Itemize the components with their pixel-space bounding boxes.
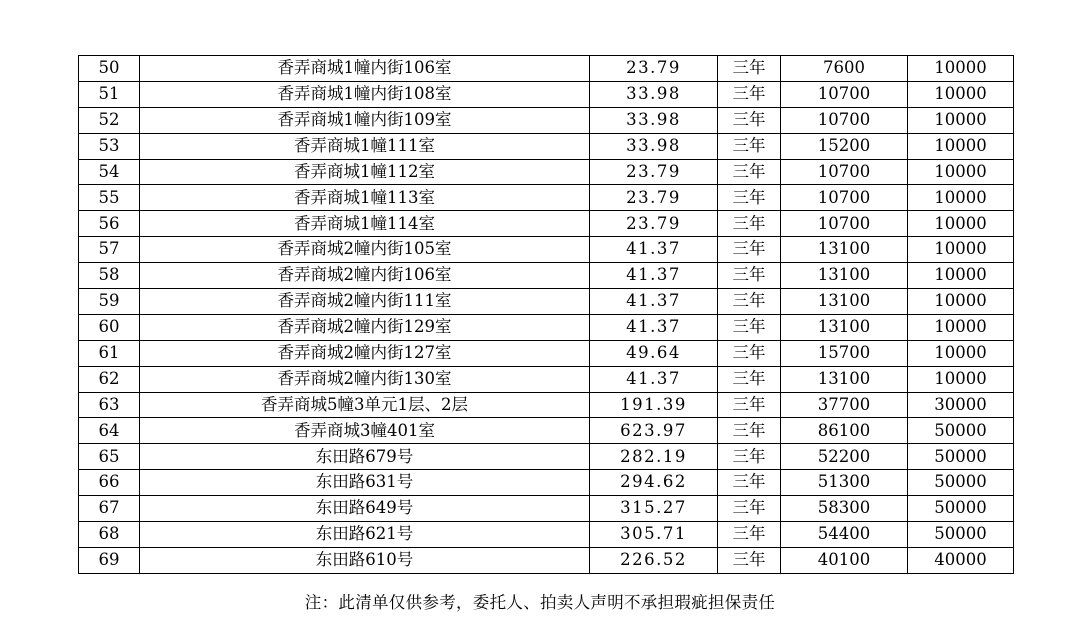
table-row — [79, 237, 1014, 263]
cell-area: 23.79 — [590, 56, 718, 82]
cell-area: 23.79 — [590, 185, 718, 211]
cell-deposit: 50000 — [908, 470, 1014, 496]
cell-address: 香弄商城5幢3单元1层、2层 — [140, 392, 590, 418]
cell-address: 香弄商城2幢内街111室 — [140, 289, 590, 315]
cell-deposit: 10000 — [908, 133, 1014, 159]
cell-deposit: 10000 — [908, 263, 1014, 289]
cell-address: 香弄商城1幢111室 — [140, 133, 590, 159]
cell-deposit: 30000 — [908, 392, 1014, 418]
cell-number: 57 — [79, 237, 140, 263]
cell-address: 东田路649号 — [140, 496, 590, 522]
cell-rent: 15200 — [781, 133, 908, 159]
cell-address: 香弄商城2幢内街130室 — [140, 366, 590, 392]
cell-rent: 52200 — [781, 444, 908, 470]
cell-deposit: 10000 — [908, 314, 1014, 340]
table-row — [79, 185, 1014, 211]
table-row — [79, 263, 1014, 289]
cell-term: 三年 — [718, 107, 781, 133]
cell-number: 61 — [79, 340, 140, 366]
cell-deposit: 10000 — [908, 289, 1014, 315]
cell-number: 60 — [79, 314, 140, 340]
cell-area: 23.79 — [590, 159, 718, 185]
cell-number: 50 — [79, 56, 140, 82]
cell-rent: 40100 — [781, 547, 908, 573]
cell-term: 三年 — [718, 289, 781, 315]
cell-address: 香弄商城2幢内街105室 — [140, 237, 590, 263]
cell-address: 东田路631号 — [140, 470, 590, 496]
cell-term: 三年 — [718, 522, 781, 548]
cell-area: 315.27 — [590, 496, 718, 522]
cell-term: 三年 — [718, 314, 781, 340]
cell-address: 香弄商城2幢内街127室 — [140, 340, 590, 366]
cell-number: 64 — [79, 418, 140, 444]
table-row — [79, 547, 1014, 573]
cell-term: 三年 — [718, 185, 781, 211]
cell-deposit: 50000 — [908, 496, 1014, 522]
cell-area: 41.37 — [590, 314, 718, 340]
cell-address: 东田路610号 — [140, 547, 590, 573]
property-list-table — [78, 55, 1014, 574]
table-row — [79, 444, 1014, 470]
cell-deposit: 10000 — [908, 56, 1014, 82]
table-row — [79, 133, 1014, 159]
cell-area: 623.97 — [590, 418, 718, 444]
cell-rent: 13100 — [781, 237, 908, 263]
table-row — [79, 366, 1014, 392]
table-row — [79, 340, 1014, 366]
cell-rent: 37700 — [781, 392, 908, 418]
table-body — [79, 56, 1014, 574]
cell-number: 69 — [79, 547, 140, 573]
cell-rent: 7600 — [781, 56, 908, 82]
cell-deposit: 10000 — [908, 107, 1014, 133]
cell-rent: 54400 — [781, 522, 908, 548]
cell-rent: 15700 — [781, 340, 908, 366]
cell-number: 66 — [79, 470, 140, 496]
cell-rent: 10700 — [781, 185, 908, 211]
cell-number: 54 — [79, 159, 140, 185]
cell-number: 51 — [79, 81, 140, 107]
cell-term: 三年 — [718, 392, 781, 418]
cell-address: 香弄商城1幢内街106室 — [140, 56, 590, 82]
cell-term: 三年 — [718, 237, 781, 263]
cell-number: 62 — [79, 366, 140, 392]
cell-rent: 13100 — [781, 289, 908, 315]
disclaimer-note: 注：此清单仅供参考，委托人、拍卖人声明不承担瑕疵担保责任 — [304, 593, 776, 612]
table-row — [79, 392, 1014, 418]
cell-address: 香弄商城1幢内街109室 — [140, 107, 590, 133]
cell-term: 三年 — [718, 211, 781, 237]
cell-area: 305.71 — [590, 522, 718, 548]
cell-deposit: 50000 — [908, 522, 1014, 548]
cell-number: 63 — [79, 392, 140, 418]
cell-term: 三年 — [718, 444, 781, 470]
cell-number: 53 — [79, 133, 140, 159]
cell-area: 282.19 — [590, 444, 718, 470]
cell-term: 三年 — [718, 418, 781, 444]
table-row — [79, 211, 1014, 237]
cell-deposit: 10000 — [908, 237, 1014, 263]
table-row — [79, 470, 1014, 496]
cell-address: 香弄商城2幢内街106室 — [140, 263, 590, 289]
cell-deposit: 50000 — [908, 418, 1014, 444]
table-row — [79, 522, 1014, 548]
cell-area: 294.62 — [590, 470, 718, 496]
cell-number: 56 — [79, 211, 140, 237]
cell-rent: 10700 — [781, 81, 908, 107]
cell-rent: 58300 — [781, 496, 908, 522]
table-row — [79, 107, 1014, 133]
cell-area: 41.37 — [590, 263, 718, 289]
table-row — [79, 159, 1014, 185]
cell-address: 东田路679号 — [140, 444, 590, 470]
cell-rent: 13100 — [781, 366, 908, 392]
cell-term: 三年 — [718, 133, 781, 159]
cell-rent: 13100 — [781, 314, 908, 340]
cell-deposit: 50000 — [908, 444, 1014, 470]
cell-area: 191.39 — [590, 392, 718, 418]
cell-rent: 13100 — [781, 263, 908, 289]
cell-term: 三年 — [718, 159, 781, 185]
cell-term: 三年 — [718, 496, 781, 522]
cell-deposit: 10000 — [908, 211, 1014, 237]
cell-term: 三年 — [718, 547, 781, 573]
cell-deposit: 40000 — [908, 547, 1014, 573]
cell-number: 55 — [79, 185, 140, 211]
table-row — [79, 289, 1014, 315]
cell-area: 23.79 — [590, 211, 718, 237]
cell-address: 香弄商城3幢401室 — [140, 418, 590, 444]
cell-deposit: 10000 — [908, 159, 1014, 185]
cell-term: 三年 — [718, 263, 781, 289]
cell-rent: 86100 — [781, 418, 908, 444]
cell-term: 三年 — [718, 81, 781, 107]
cell-area: 49.64 — [590, 340, 718, 366]
cell-deposit: 10000 — [908, 366, 1014, 392]
cell-term: 三年 — [718, 56, 781, 82]
cell-address: 东田路621号 — [140, 522, 590, 548]
cell-address: 香弄商城1幢113室 — [140, 185, 590, 211]
cell-area: 33.98 — [590, 133, 718, 159]
table-row — [79, 314, 1014, 340]
cell-area: 41.37 — [590, 366, 718, 392]
cell-deposit: 10000 — [908, 81, 1014, 107]
cell-deposit: 10000 — [908, 340, 1014, 366]
cell-deposit: 10000 — [908, 185, 1014, 211]
cell-number: 68 — [79, 522, 140, 548]
cell-address: 香弄商城2幢内街129室 — [140, 314, 590, 340]
cell-area: 33.98 — [590, 107, 718, 133]
cell-number: 67 — [79, 496, 140, 522]
cell-address: 香弄商城1幢112室 — [140, 159, 590, 185]
table-row — [79, 496, 1014, 522]
cell-rent: 51300 — [781, 470, 908, 496]
cell-term: 三年 — [718, 470, 781, 496]
cell-number: 58 — [79, 263, 140, 289]
cell-number: 65 — [79, 444, 140, 470]
table-row — [79, 81, 1014, 107]
cell-area: 41.37 — [590, 289, 718, 315]
cell-number: 59 — [79, 289, 140, 315]
cell-rent: 10700 — [781, 211, 908, 237]
cell-rent: 10700 — [781, 159, 908, 185]
cell-area: 226.52 — [590, 547, 718, 573]
table-row — [79, 418, 1014, 444]
table-row — [79, 56, 1014, 82]
cell-number: 52 — [79, 107, 140, 133]
cell-term: 三年 — [718, 340, 781, 366]
cell-rent: 10700 — [781, 107, 908, 133]
cell-area: 41.37 — [590, 237, 718, 263]
cell-address: 香弄商城1幢内街108室 — [140, 81, 590, 107]
cell-term: 三年 — [718, 366, 781, 392]
cell-address: 香弄商城1幢114室 — [140, 211, 590, 237]
cell-area: 33.98 — [590, 81, 718, 107]
